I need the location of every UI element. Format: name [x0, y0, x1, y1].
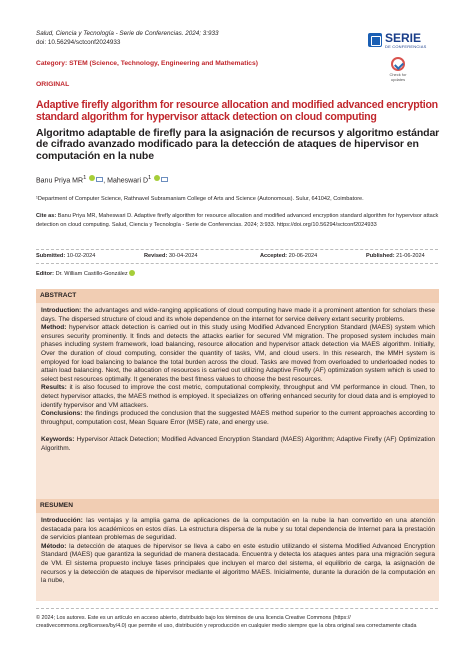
- license-footer: © 2024; Los autores. Este es un artículo en acceso abierto, distribuido bajo los términos de una licencia Creative Commons (https:// creativecommons.org/licenses/by/4.0) que permite el uso, distribución y reproducción en cualquier medio siempre que la obra original sea correctamente citada: [36, 615, 417, 630]
- cite-text: Banu Priya MR, Maheswari D. Adaptive firefly algorithm for resource allocation and modified advanced encryption standard algorithm for hypervisor attack detection on cloud computing. Salud, Ciencia y Tecnología - Serie de Conferencias. 2024; 3:933. https://doi.org/10.56294/sctconf2024933: [36, 213, 439, 228]
- editor-label: Editor:: [36, 271, 55, 277]
- abstract-intro-label: Introduction:: [41, 307, 82, 314]
- revised-label: Revised:: [144, 253, 168, 259]
- journal-header: [36, 29, 219, 47]
- resumen-body: [41, 517, 435, 586]
- author-2-name: Maheswari D: [107, 177, 149, 185]
- logo-mark-icon: [368, 33, 382, 47]
- title-spanish: Algoritmo adaptable de firefly para la asignación de recursos y algoritmo estándar de cifrado avanzado modificado para la detección de ataques de hipervisor en computación en la nube: [36, 127, 440, 162]
- check-for-updates-badge[interactable]: [387, 57, 409, 82]
- resumen-method-label: Método:: [41, 542, 67, 550]
- abstract-method: hypervisor attack detection is carried out in this study using Modified Advanced Encryption Standard (MAES) system which ensures security prominently. It finds and detects the attacks earlier for secured VM migration. The proposed system includes main phases including system framework, load balancing, resource allocation and hypervisor attack detection via MAES algorithm. Initially, Over the duration of cloud computing, consider the quantity of tasks, VM, and cloud users. In this research, the MMH system is employed for load balancing to balance the total burden across the cloud. Tasks are moved from overloaded to underloaded nodes to attain load balancing. Next, the allocation of resources is carried out utilizing Adaptive Firefly (AF) optimization system which is used to select best resources optimally. It generates the best fitness values to choose the best resources.: [41, 324, 435, 383]
- logo-text: SERIE: [385, 30, 422, 45]
- keywords: Hypervisor Attack Detection; Modified Advanced Encryption Standard (MAES) Algorithm; Adaptive Firefly (AF) Optimization Algorithm.: [41, 436, 435, 452]
- editor-line: [36, 270, 135, 277]
- logo-subtext: DE CONFERENCIAS: [385, 43, 427, 49]
- author-2-affiliation-mark: 1: [148, 175, 152, 181]
- abstract-results: it is also focused to improve the cost metric, computational complexity, throughput and VM performance in cloud. Then, to detect hypervisor attacks, the MAES method is employed. It specializes on offering enhanced security for cloud data and is employed to identify hypervisor and VM attackers.: [41, 384, 435, 409]
- abstract-intro: the advantages and wide-ranging applications of cloud computing have made it a prominent attention for scholars these days. The dispersed structure of cloud and its whole dependence on the internet for service delivery extant security problems.: [41, 307, 435, 323]
- keywords-label: Keywords:: [41, 436, 75, 444]
- cite-as: [36, 212, 440, 230]
- check-updates-icon: [391, 57, 405, 71]
- resumen-intro: las ventajas y la amplia gama de aplicaciones de la computación en la nube la han convertido en una atención destacada para los académicos en estos días. La estructura dispersa de la nube y su total dependencia de Internet para la prestación de servicios plantean problemas de seguridad.: [41, 517, 435, 542]
- editor-name: Dr. William Castillo-González: [55, 271, 128, 277]
- orcid-icon[interactable]: [154, 175, 160, 181]
- affiliation: ¹Department of Computer Science, Rathnavel Subramaniam College of Arts and Science (Autonomous). Sulur, 641042, Coimbatore.: [36, 196, 364, 202]
- email-icon[interactable]: [161, 177, 168, 182]
- orcid-icon[interactable]: [89, 175, 95, 181]
- revised-date: 30-04-2024: [168, 253, 198, 259]
- resumen-intro-label: Introducción:: [41, 517, 83, 524]
- divider: [36, 263, 438, 264]
- author-1-affiliation-mark: 1: [83, 175, 87, 181]
- abstract-box: [36, 289, 439, 601]
- author-1-name: Banu Priya MR: [36, 177, 84, 185]
- accepted-date: 20-06-2024: [288, 253, 318, 259]
- published-label: Published:: [366, 253, 395, 259]
- article-category: Category: STEM (Science, Technology, Engineering and Mathematics): [36, 60, 258, 67]
- resumen-heading: RESUMEN: [36, 499, 439, 513]
- resumen-method: la detección de ataques de hipervisor se lleva a cabo en este estudio utilizando el sistema Modified Advanced Encryption Standard (MAES) que garantiza la seguridad de manera destacada. Encuentra y detecta los ataques antes para una migración segura de VM. El sistema propuesto incluye fases principales que incluyen el marco del sistema, el equilibrio de carga, la asignación de recursos y la detección de ataques de hipervisor mediante el algoritmo MAES. Inicialmente, durante la duración de la computación en la nube,: [41, 542, 435, 585]
- journal-doi: doi: 10.56294/sctconf2024933: [36, 39, 121, 46]
- cite-label: Cite as:: [36, 213, 57, 219]
- abstract-results-label: Results:: [41, 384, 67, 392]
- submitted-label: Submitted:: [36, 253, 66, 259]
- published-date: 21-06-2024: [396, 253, 425, 259]
- accepted-label: Accepted:: [260, 253, 288, 259]
- journal-citation: Salud, Ciencia y Tecnología - Serie de Conferencias. 2024; 3:933: [36, 30, 219, 37]
- divider: [36, 249, 438, 250]
- serie-conferencias-logo: [368, 29, 438, 51]
- abstract-method-label: Method:: [41, 324, 67, 332]
- abstract-conclusions-label: Conclusions:: [41, 410, 83, 418]
- email-icon[interactable]: [96, 177, 103, 182]
- title-english: Adaptive firefly algorithm for resource allocation and modified advanced encryption standard algorithm for hypervisor attack detection on cloud computing: [36, 99, 438, 123]
- abstract-heading: ABSTRACT: [36, 289, 439, 303]
- author-list: Banu Priya $MR^1$ , Maheswari $D^1$: [36, 175, 168, 184]
- check-updates-line1: Check for: [389, 72, 407, 77]
- submitted-date: 10-02-2024: [66, 253, 96, 259]
- article-type: ORIGINAL: [36, 81, 70, 88]
- abstract-body: [41, 307, 435, 454]
- check-updates-line2: updates: [390, 77, 406, 82]
- orcid-icon[interactable]: [129, 270, 135, 276]
- divider: [36, 608, 438, 609]
- abstract-conclusions: the findings produced the conclusion that the suggested MAES method superior to the current approaches according to throughput, computation cost, Mean Square Error (MSE) rate, and energy use.: [41, 410, 435, 426]
